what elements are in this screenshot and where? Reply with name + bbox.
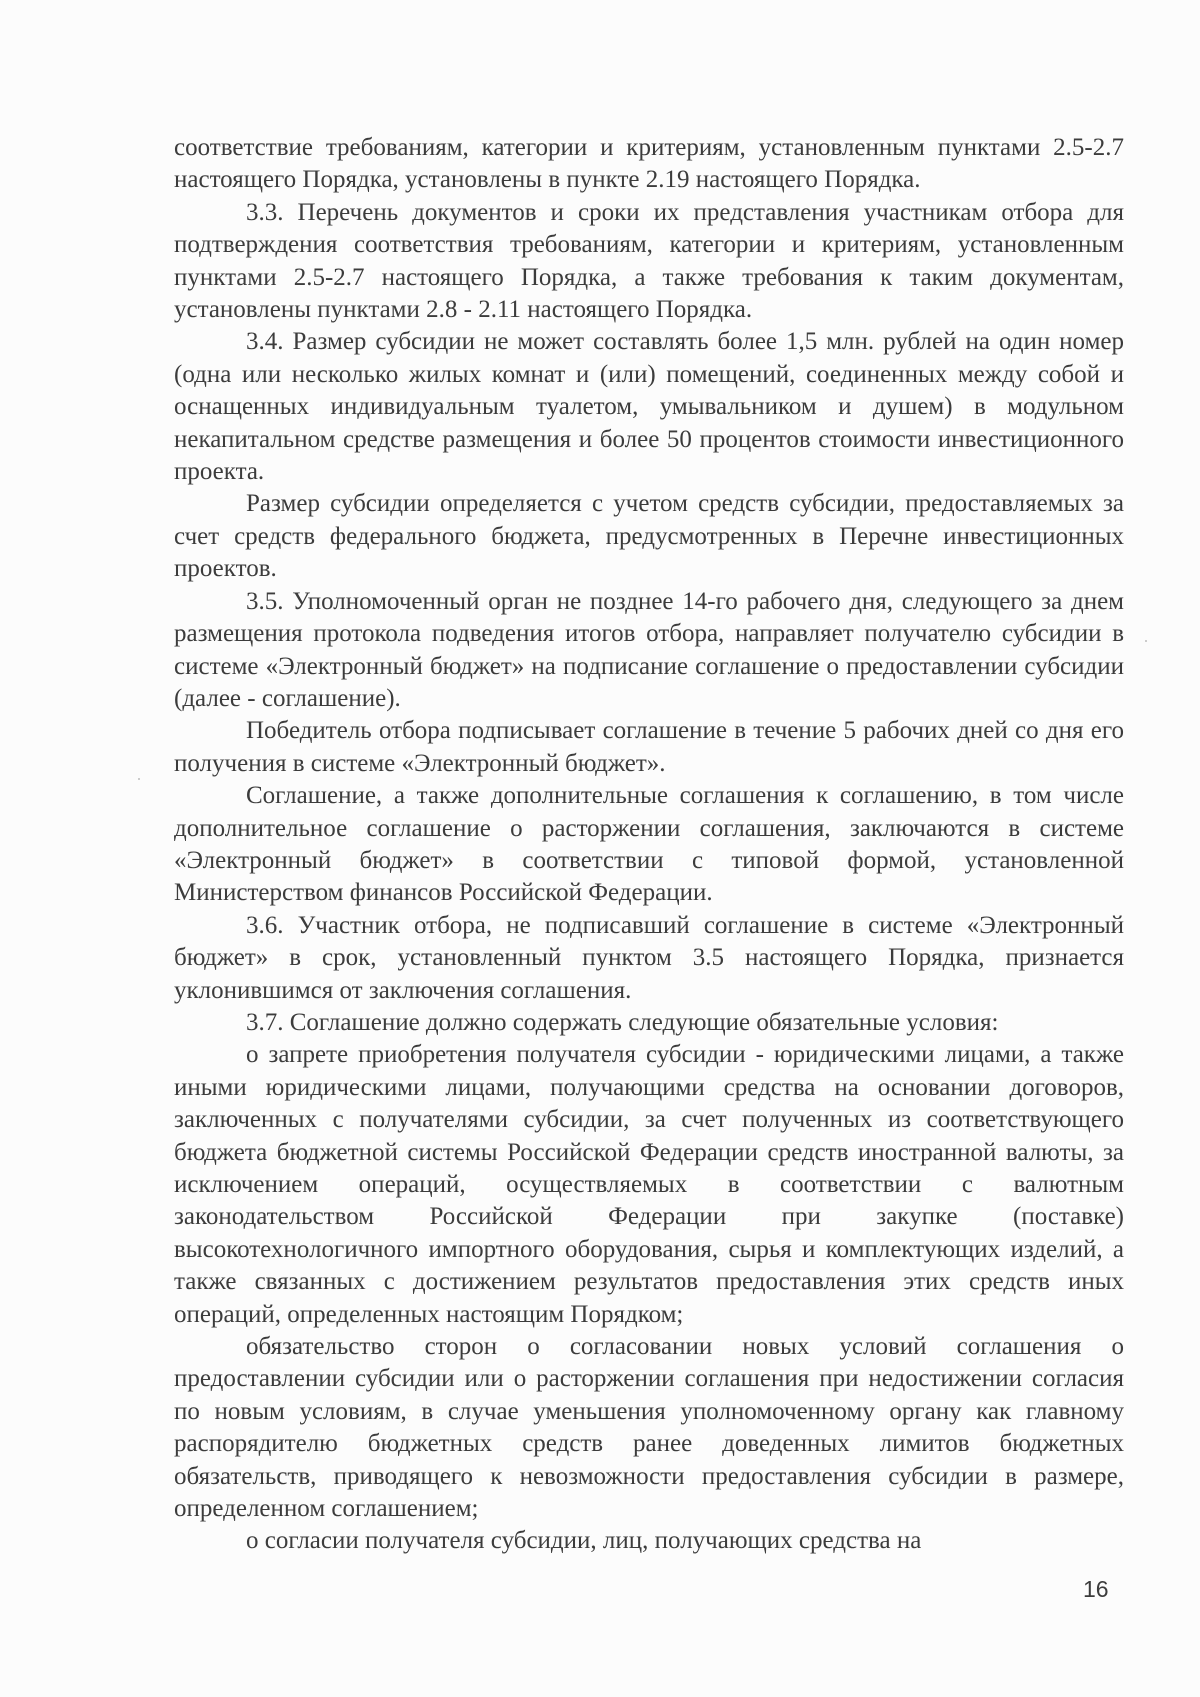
paragraph-winner-signs: Победитель отбора подписывает соглашение в течение 5 рабочих дней со дня его получения в системе «Электронный бюджет». [174,717,1124,777]
paragraph-subsidy-size: Размер субсидии определяется с учетом средств субсидии, предоставляемых за счет средств федерального бюджета, предусмотренных в Перечне инвестиционных проектов. [174,490,1124,583]
paragraph-currency-ban: о запрете приобретения получателя субсидии - юридическими лицами, а также иными юридическими лицами, получающими средства на основании договоров, заключенных с получателями субсидии, за счет полученных из соответствующего бюджета бюджетной системы Российской Федерации средств иностранной валюты, за исключением операций, осуществляемых в соответствии с валютным законодательством Российской Федерации при закупке (поставке) высокотехнологичного импортного оборудования, сырья и комплектующих изделий, а также связанных с достижением результатов предоставления этих средств иных операций, определенных настоящим Порядком; [174,1041,1124,1328]
paragraph-continuation: соответствие требованиям, категории и критериям, установленным пунктами 2.5-2.7 настоящего Порядка, установлены в пункте 2.19 настоящего Порядка. [174,134,1124,194]
document-body [174,132,1124,1558]
scan-speck [1145,640,1147,642]
paragraph-3-5: 3.5. Уполномоченный орган не позднее 14-го рабочего дня, следующего за днем размещения протокола подведения итогов отбора, направляет получателю субсидии в системе «Электронный бюджет» на подписание соглашение о предоставлении субсидии (далее - соглашение). [174,587,1124,712]
scan-speck [138,778,140,780]
paragraph-3-3: 3.3. Перечень документов и сроки их представления участникам отбора для подтверждения соответствия требованиям, категории и критериям, установленным пунктами 2.5-2.7 настоящего Порядка, а также требования к таким документам, установлены пунктами 2.8 - 2.11 настоящего Порядка. [174,198,1124,324]
paragraph-obligation: обязательство сторон о согласовании новых условий соглашения о предоставлении субсидии или о расторжении соглашения при недостижении согласия по новым условиям, в случае уменьшения уполномоченному органу как главному распорядителю бюджетных средств ранее доведенных лимитов бюджетных обязательств, приводящего к невозможности предоставления субсидии в размере, определенном соглашением; [174,1333,1124,1523]
page-number: 16 [1083,1576,1109,1602]
paragraph-consent: о согласии получателя субсидии, лиц, получающих средства на [246,1527,922,1555]
paragraph-3-4: 3.4. Размер субсидии не может составлять более 1,5 млн. рублей на один номер (одна или несколько жилых комнат и (или) помещений, соединенных между собой и оснащенных индивидуальным туалетом, умывальником и душем) в модульном некапитальном средстве размещения и более 50 процентов стоимости инвестиционного проекта. [174,328,1124,486]
paragraph-agreement-form: Соглашение, а также дополнительные соглашения к соглашению, в том числе дополнительное соглашение о расторжении соглашения, заключаются в системе «Электронный бюджет» в соответствии с типовой формой, установленной Министерством финансов Российской Федерации. [174,782,1124,907]
paragraph-3-7: 3.7. Соглашение должно содержать следующие обязательные условия: [246,1008,999,1036]
paragraph-3-6: 3.6. Участник отбора, не подписавший соглашение в системе «Электронный бюджет» в срок, установленный пунктом 3.5 настоящего Порядка, признается уклонившимся от заключения соглашения. [174,911,1124,1004]
